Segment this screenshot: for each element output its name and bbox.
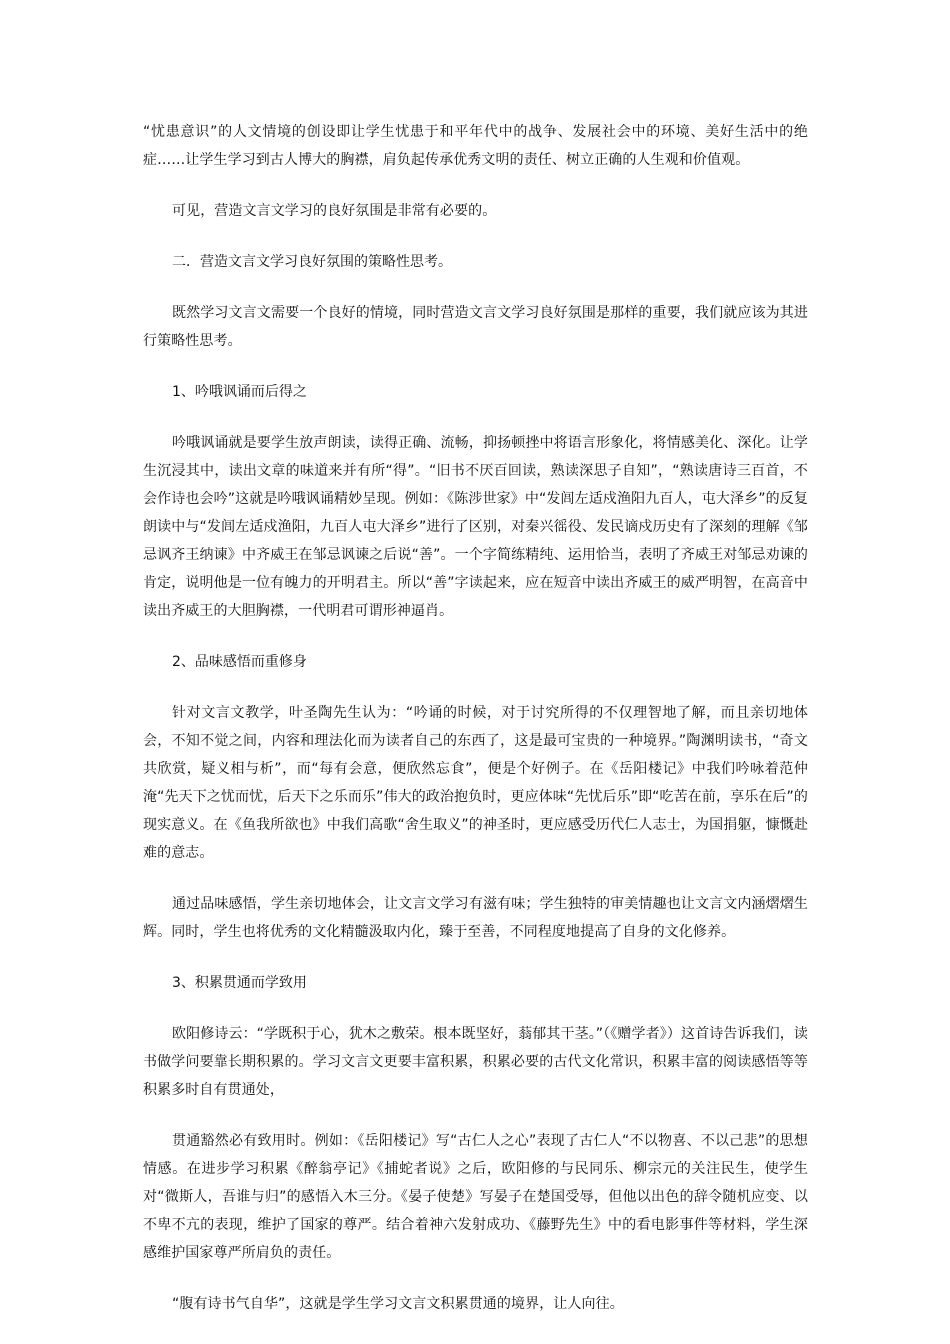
paragraph-recitation: 吟哦讽诵就是要学生放声朗读，读得正确、流畅，抑扬顿挫中将语言形象化，将情感美化、深化。让学生沉浸其中，读出文章的味道来并有所“得”。“旧书不厌百回读，熟读深思子自知”，“熟读唐诗三百首，不会作诗也会吟”这就是吟哦讽诵精妙呈现。例如：《陈涉世家》中“发闾左适戍渔阳九百人，屯大泽乡”的反复朗读中与“发闾左适戍渔阳，九百人屯大泽乡”进行了区别，对秦兴徭役、发民谪戍历史有了深刻的理解《邹忌讽齐王纳谏》中齐威王在邹忌讽谏之后说“善”。一个字简练精纯、运用恰当，表明了齐威王对邹忌劝谏的肯定，说明他是一位有魄力的开明君主。所以“善”字读起来，应在短音中读出齐威王的威严明智，在高音中读出齐威王的大胆胸襟，一代明君可谓形神逼肖。 <box>143 435 808 619</box>
paragraph-strategy-intro: 既然学习文言文需要一个良好的情境，同时营造文言文学习良好氛围是那样的重要，我们就应该为其进行策略性思考。 <box>143 305 808 349</box>
document-body <box>143 118 808 1341</box>
subheading-accumulation: 3、积累贯通而学致用 <box>172 975 307 991</box>
paragraph-closing: “腹有诗书气自华”，这就是学生学习文言文积累贯通的境界，让人向往。 <box>172 1296 624 1312</box>
paragraph-worry-awareness: “忧患意识”的人文情境的创设即让学生忧患于和平年代中的战争、发展社会中的环境、美好生活中的绝症……让学生学习到古人博大的胸襟，肩负起传承优秀文明的责任、树立正确的人生观和价值观。 <box>143 124 808 168</box>
paragraph-application: 贯通豁然必有致用时。例如：《岳阳楼记》写“古仁人之心”表现了古仁人“不以物喜、不以己悲”的思想情感。在进步学习积累《醉翁亭记》《捕蛇者说》之后，欧阳修的与民同乐、柳宗元的关注民生，使学生对“微斯人，吾谁与归”的感悟入木三分。《晏子使楚》写晏子在楚国受辱，但他以出色的辞令随机应变、以不卑不亢的表现，维护了国家的尊严。结合着神六发射成功、《藤野先生》中的看电影事件等材料，学生深感维护国家尊严所肩负的责任。 <box>143 1133 808 1261</box>
subheading-appreciation: 2、品味感悟而重修身 <box>172 654 307 670</box>
subheading-recitation: 1、吟哦讽诵而后得之 <box>172 384 307 400</box>
paragraph-conclusion-necessity: 可见，营造文言文学习的良好氛围是非常有必要的。 <box>172 203 497 219</box>
paragraph-accumulation: 欧阳修诗云：“学既积于心，犹木之敷荣。根本既坚好，蓊郁其干茎。”（《赠学者》）这首诗告诉我们，读书做学问要靠长期积累的。学习文言文更要丰富积累，积累必要的古代文化常识，积累丰富的阅读感悟等等积累多时自有贯通处， <box>143 1026 808 1098</box>
paragraph-appreciation: 针对文言文教学，叶圣陶先生认为：“吟诵的时候，对于讨究所得的不仅理智地了解，而且亲切地体会，不知不觉之间，内容和理法化而为读者自己的东西了，这是最可宝贵的一种境界。”陶渊明读书，“奇文共欣赏，疑义相与析”，而“每有会意，便欣然忘食”，便是个好例子。在《岳阳楼记》中我们吟咏着范仲淹“先天下之忧而忧，后天下之乐而乐”伟大的政治抱负时，更应体味“先忧后乐”即“吃苦在前，享乐在后”的现实意义。在《鱼我所欲也》中我们高歌“舍生取义”的神圣时，更应感受历代仁人志士，为国捐躯，慷慨赴难的意志。 <box>143 705 808 861</box>
section-heading-strategy: 二．营造文言文学习良好氛围的策略性思考。 <box>172 254 452 270</box>
paragraph-appreciation-result: 通过品味感悟，学生亲切地体会，让文言文学习有滋有味；学生独特的审美情趣也让文言文内涵熠熠生辉。同时，学生也将优秀的文化精髓汲取内化，臻于至善，不同程度地提高了自身的文化修养。 <box>143 896 808 940</box>
